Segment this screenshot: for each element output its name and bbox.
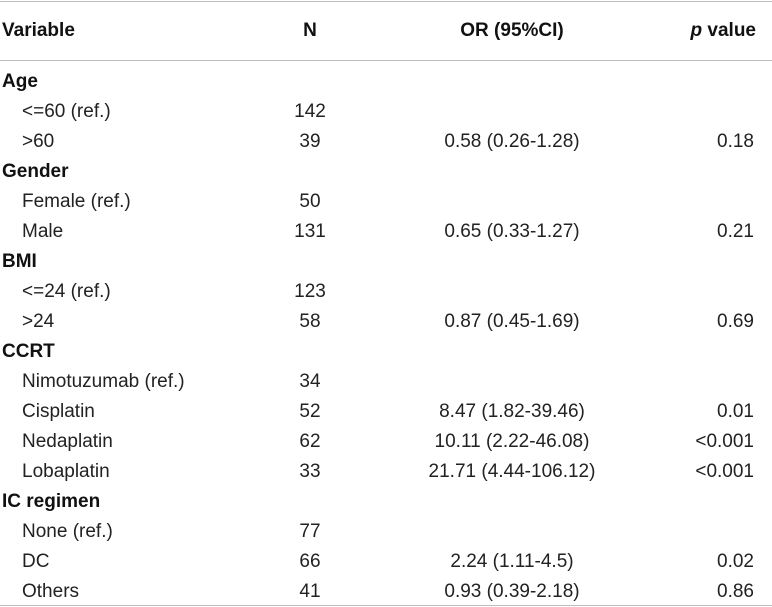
cell-variable: Female (ref.) [22, 191, 131, 212]
cell-n: 62 [299, 431, 321, 452]
table-row [0, 217, 772, 247]
table-row [0, 457, 772, 487]
table-row [0, 577, 772, 607]
cell-variable: Lobaplatin [22, 461, 110, 482]
table-bottom-rule [0, 605, 772, 606]
cell-n: 52 [299, 401, 321, 422]
table-group-row [0, 157, 772, 187]
cell-n: 33 [299, 461, 321, 482]
cell-or: 2.24 (1.11-4.5) [450, 551, 574, 572]
cell-variable: <=24 (ref.) [22, 281, 111, 302]
cell-or: 8.47 (1.82-39.46) [439, 401, 585, 422]
cell-p-value: 0.86 [717, 581, 754, 602]
cell-p-value: 0.21 [717, 221, 754, 242]
header-n: N [303, 20, 317, 41]
cell-variable: Others [22, 581, 80, 602]
cell-n: 58 [299, 311, 321, 332]
cell-variable: <=60 (ref.) [22, 101, 111, 122]
table-group-row [0, 67, 772, 97]
cell-p-value: 0.69 [717, 311, 754, 332]
cell-p-value: 0.02 [717, 551, 754, 572]
cell-or: 21.71 (4.44-106.12) [428, 461, 596, 482]
header-variable: Variable [2, 20, 75, 41]
header-p-letter: p [690, 20, 703, 41]
cell-n: 50 [299, 191, 321, 212]
cell-n: 66 [299, 551, 321, 572]
cell-variable: Nimotuzumab (ref.) [22, 371, 185, 392]
table-row [0, 307, 772, 337]
table-group-row [0, 487, 772, 517]
cell-variable: >60 [22, 131, 55, 152]
cell-variable: Nedaplatin [22, 431, 113, 452]
cell-n: 34 [299, 371, 321, 392]
cell-n: 131 [294, 221, 326, 242]
table-header [0, 2, 772, 60]
cell-n: 41 [299, 581, 321, 602]
cell-variable: DC [22, 551, 50, 572]
table-group-row [0, 247, 772, 277]
header-or: OR (95%CI) [460, 20, 564, 41]
table-row [0, 397, 772, 427]
table-row [0, 517, 772, 547]
cell-n: 123 [294, 281, 326, 302]
table-row [0, 97, 772, 127]
table-row [0, 427, 772, 457]
table-row [0, 277, 772, 307]
cell-variable: Male [22, 221, 64, 242]
cell-n: 142 [294, 101, 326, 122]
group-label: Gender [2, 161, 69, 182]
cell-variable: None (ref.) [22, 521, 113, 542]
cell-n: 39 [299, 131, 321, 152]
cell-p-value: <0.001 [695, 431, 754, 452]
table-body [0, 61, 772, 605]
cell-or: 0.58 (0.26-1.28) [444, 131, 580, 152]
cell-or: 0.65 (0.33-1.27) [444, 221, 580, 242]
cell-variable: Cisplatin [22, 401, 95, 422]
group-label: BMI [2, 251, 37, 272]
table-row [0, 187, 772, 217]
cell-or: 10.11 (2.22-46.08) [434, 431, 590, 452]
group-label: CCRT [2, 341, 55, 362]
cell-n: 77 [299, 521, 321, 542]
cell-or: 0.93 (0.39-2.18) [444, 581, 580, 602]
cell-p-value: 0.18 [717, 131, 754, 152]
cell-p-value: <0.001 [695, 461, 754, 482]
cell-or: 0.87 (0.45-1.69) [444, 311, 580, 332]
table-group-row [0, 337, 772, 367]
group-label: Age [2, 71, 38, 92]
cell-variable: >24 [22, 311, 55, 332]
group-label: IC regimen [2, 491, 101, 512]
table-row [0, 367, 772, 397]
header-p-value [691, 20, 756, 42]
cell-p-value: 0.01 [717, 401, 754, 422]
header-p-word: value [702, 20, 756, 41]
table-row [0, 547, 772, 577]
table-row [0, 127, 772, 157]
